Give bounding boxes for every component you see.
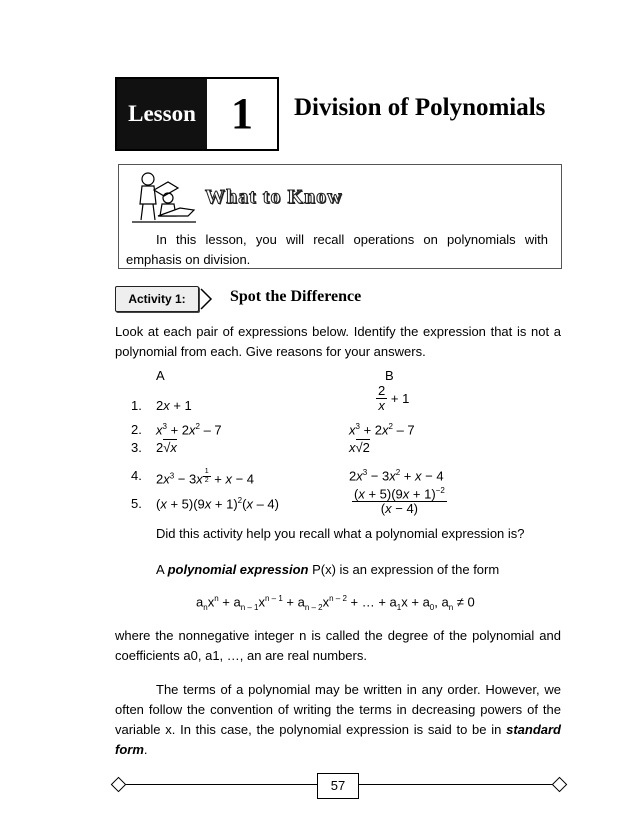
chevron-right-icon [199, 288, 213, 310]
page-number-box [317, 773, 359, 799]
diamond-icon [111, 777, 127, 793]
item-2-expression-a: $x^3 + 2x^2 - 7$ [156, 422, 222, 438]
item-2-expression-b: $x^3 + 2x^2 - 7$ [349, 422, 415, 438]
item-number: 1. [131, 398, 142, 413]
activity-label: Activity 1: [128, 292, 186, 306]
item-4-expression-a: $2x^3 - 3x$ $^{\frac{1}{2}}$ + x − 4 [156, 468, 255, 487]
item-number: 4. [131, 468, 142, 483]
page-number: 57 [330, 778, 346, 793]
what-to-know-text: In this lesson, you will recall operations on polynomials with emphasis on division. [126, 232, 548, 267]
lesson-badge [115, 77, 279, 151]
item-5-expression-b: $\frac{(x + 5)(9x + 1)^{-2}}{(x - 4)}$ [354, 486, 445, 517]
column-a-header: A [156, 368, 165, 383]
children-reading-icon [128, 170, 200, 226]
activity-question: Did this activity help you recall what a polynomial expression is? [156, 526, 525, 541]
activity-label-box [115, 286, 199, 312]
item-1-expression-a: 2x + 1 [156, 398, 192, 413]
definition-lead: A polynomial expression P(x) is an expression of the form [156, 562, 500, 577]
lesson-title: Division of Polynomials [294, 94, 546, 121]
activity-title: Spot the Difference [230, 288, 362, 305]
lesson-number: 1 [231, 89, 253, 138]
polynomial-general-form: $a_nx^n + a_{n - 1}x^{n - 1} + a_{n - 2}x^{n - 2}$ + … + $a_1x + a_0$, $a_n \ne 0$ [196, 594, 475, 612]
diamond-icon [552, 777, 568, 793]
item-1-expression-b: $\frac{2}{x}$ + 1 [378, 383, 410, 413]
item-3-expression-a: 2√x [156, 440, 177, 455]
definition-coefficient-note: where the nonnegative integer n is called the degree of the polynomial and coefficients a0, a1, …, an are real numbers. [115, 628, 561, 663]
item-5-expression-a: $(x + 5)(9x + 1)^2(x - 4)$ [156, 496, 279, 512]
activity-instructions: Look at each pair of expressions below. Identify the expression that is not a polynomial from each. Give reasons for your answers. [115, 324, 561, 359]
item-4-expression-b: $2x^3 - 3x^2 + x - 4$ [349, 468, 444, 484]
item-number: 2. [131, 422, 142, 437]
item-3-expression-b: x√2 [349, 440, 370, 455]
item-number: 5. [131, 496, 142, 511]
lesson-word: Lesson [128, 101, 196, 126]
what-to-know-title: What to Know [205, 186, 343, 208]
standard-form-paragraph: The terms of a polynomial may be written in any order. However, we often follow the convention of writing the terms in decreasing powers of the variable x. In this case, the polynomial expression is said to be in standard form. [115, 682, 561, 757]
column-b-header: B [385, 368, 394, 383]
item-number: 3. [131, 440, 142, 455]
